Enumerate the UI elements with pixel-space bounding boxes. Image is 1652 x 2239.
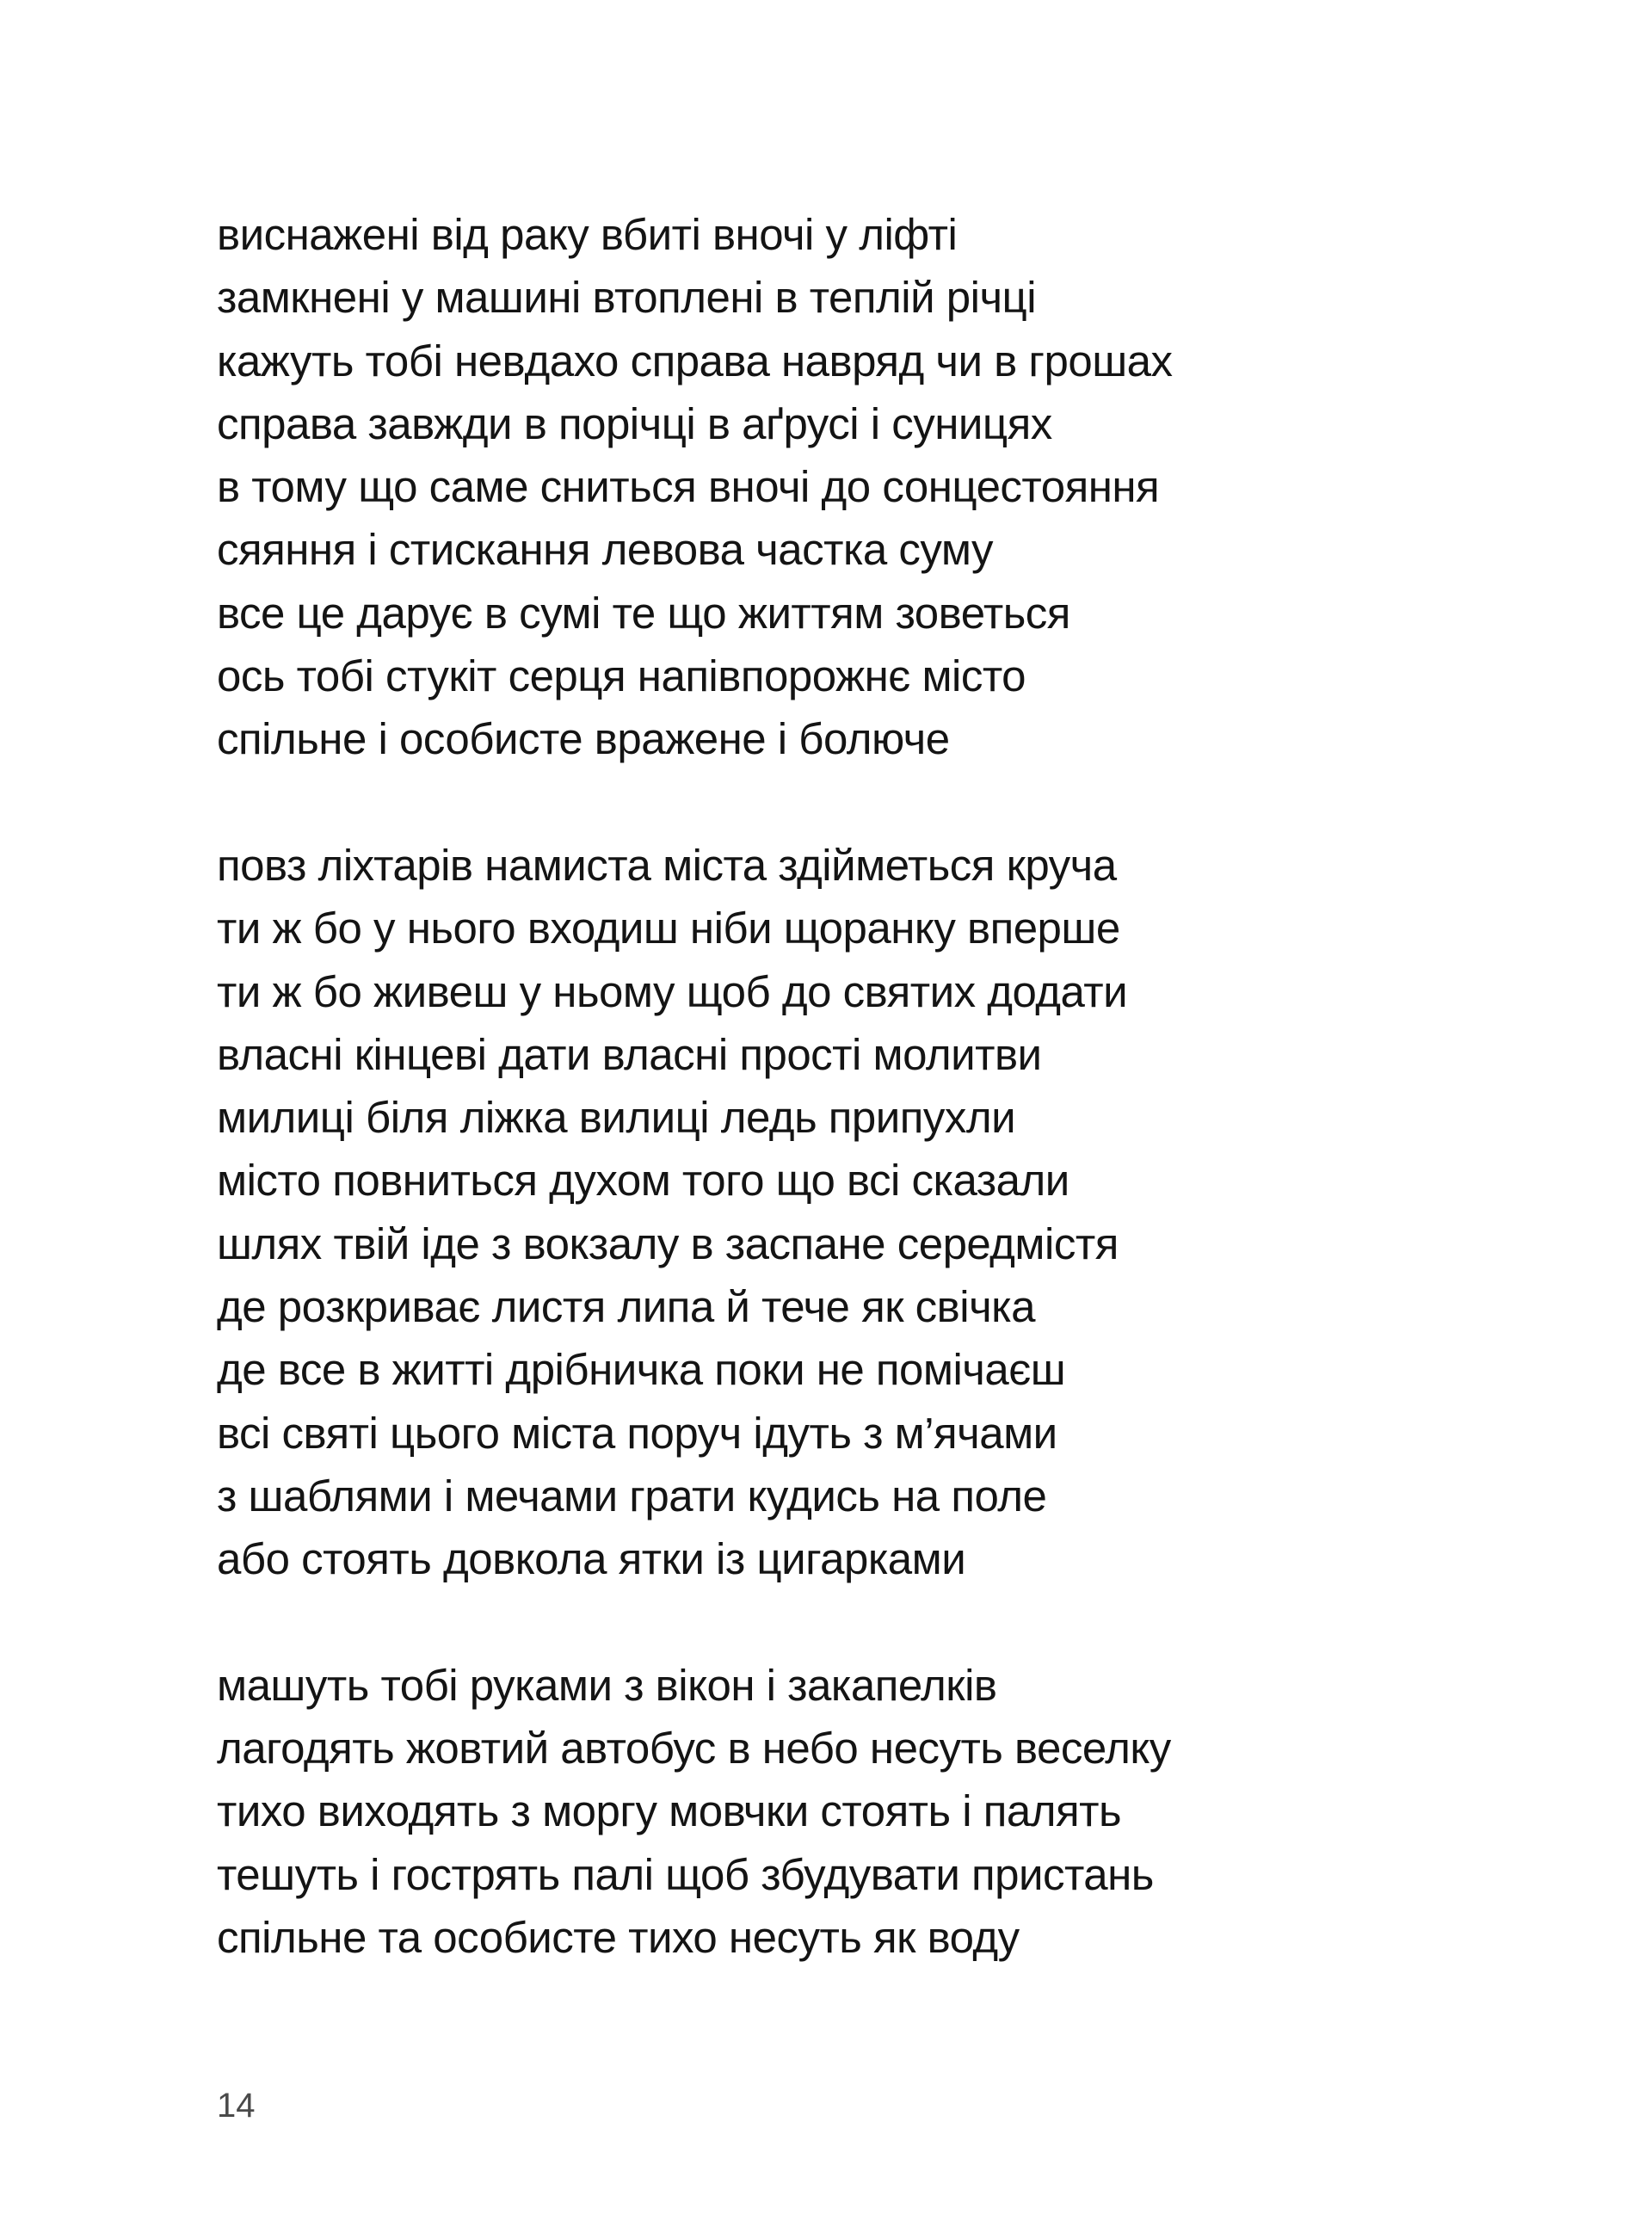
poem-line: машуть тобі руками з вікон і закапелків (217, 1660, 997, 1710)
poem (217, 203, 1173, 2032)
poem-line: з шаблями і мечами грати кудись на поле (217, 1471, 1047, 1520)
poem-line: ось тобі стукіт серця напівпорожнє місто (217, 651, 1026, 701)
poem-line: тихо виходять з моргу мовчки стоять і палять (217, 1786, 1122, 1836)
poem-line: повз ліхтарів намиста міста здійметься круча (217, 840, 1117, 890)
poem-line: сяяння і стискання левова частка суму (217, 525, 993, 575)
poem-line: замкнені у машині втоплені в теплій річці (217, 273, 1037, 323)
poem-line: всі святі цього міста поруч ідуть з м’ячами (217, 1408, 1057, 1458)
poem-line: ти ж бо у нього входиш ніби щоранку вперше (217, 904, 1120, 953)
poem-line: виснажені від раку вбиті вночі у ліфті (217, 210, 958, 259)
stanza-2 (217, 834, 1173, 1591)
poem-line: все це дарує в сумі те що життям зоветься (217, 588, 1070, 638)
poem-line: де розкриває листя липа й тече як свічка (217, 1282, 1035, 1332)
poem-line: милиці біля ліжка вилиці ледь припухли (217, 1093, 1016, 1143)
poem-line: в тому що саме сниться вночі до сонцестояння (217, 462, 1160, 512)
poem-line: де все в житті дрібничка поки не помічаєш (217, 1345, 1066, 1395)
poem-line: шлях твій іде з вокзалу в заспане середмістя (217, 1218, 1119, 1268)
poem-line: лагодять жовтий автобус в небо несуть веселку (217, 1724, 1171, 1773)
stanza-1 (217, 203, 1173, 771)
stanza-3 (217, 1654, 1173, 1969)
poem-line: тешуть і гострять палі щоб збудувати пристань (217, 1849, 1154, 1899)
poem-line: справа завжди в порічці в аґрусі і суницях (217, 398, 1052, 448)
poem-line: ти ж бо живеш у ньому щоб до святих додати (217, 966, 1128, 1016)
page-number: 14 (217, 2087, 256, 2125)
poem-line: кажуть тобі невдахо справа навряд чи в грошах (217, 336, 1173, 386)
poem-line: спільне та особисте тихо несуть як воду (217, 1913, 1020, 1963)
poem-line: власні кінцеві дати власні прості молитви (217, 1029, 1042, 1079)
poem-line: або стоять довкола ятки із цигарками (217, 1534, 966, 1584)
poem-line: місто повниться духом того що всі сказали (217, 1156, 1069, 1206)
poem-line: спільне і особисте вражене і болюче (217, 714, 950, 764)
